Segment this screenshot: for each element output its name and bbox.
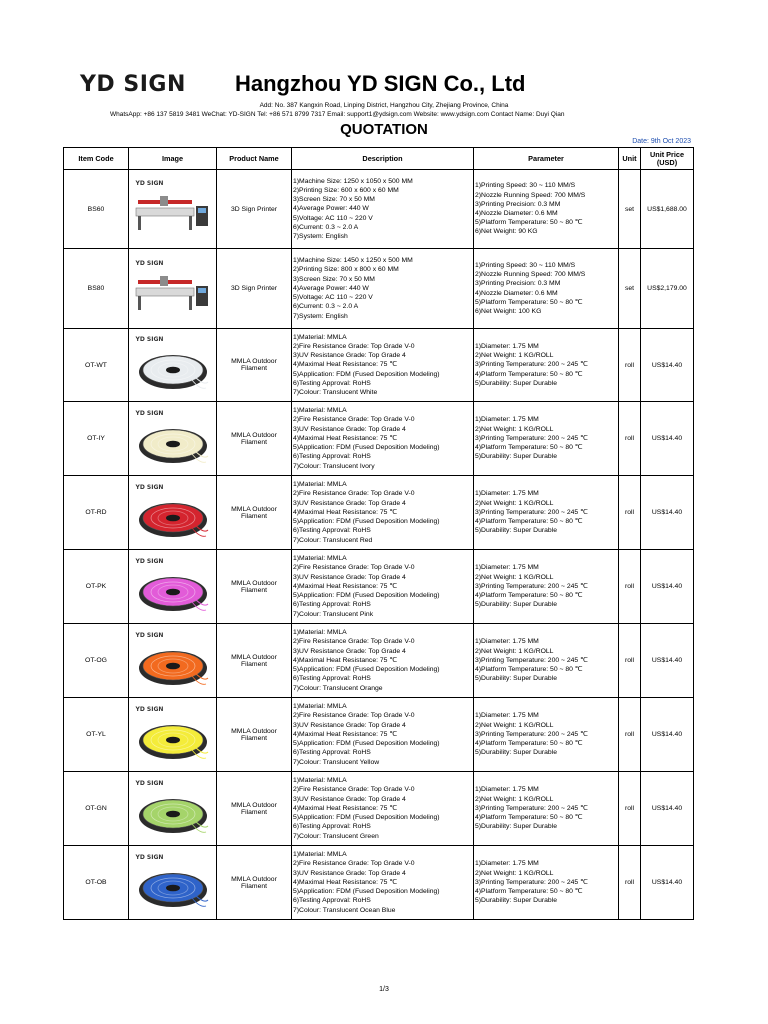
spec-line: 1)Machine Size: 1250 x 1050 x 500 MM xyxy=(293,177,413,185)
description-cell xyxy=(292,550,474,624)
spec-line: 2)Printing Size: 600 x 600 x 60 MM xyxy=(293,186,399,194)
spec-line: 5)Voltage: AC 110 ~ 220 V xyxy=(293,214,373,222)
unit-price-cell: US$2,179.00 xyxy=(641,249,694,329)
photo-brand-label: YD SIGN xyxy=(135,705,164,713)
spec-line: 4)Maximal Heat Resistance: 75 ℃ xyxy=(293,361,397,369)
spec-line: 3)UV Resistance Grade: Top Grade 4 xyxy=(293,795,406,803)
unit-price-cell: US$14.40 xyxy=(641,402,694,476)
spec-line: 6)Testing Approval: RoHS xyxy=(293,379,371,387)
spec-line: 4)Platform Temperature: 50 ~ 80 ℃ xyxy=(475,444,583,452)
spec-line: 5)Application: FDM (Fused Deposition Modeling) xyxy=(293,740,440,748)
photo-brand-label: YD SIGN xyxy=(135,180,164,187)
table-row xyxy=(64,170,694,249)
spec-line: 2)Net Weight: 1 KG/ROLL xyxy=(475,499,554,507)
spec-line: 1)Material: MMLA xyxy=(293,407,347,415)
spec-line: 3)UV Resistance Grade: Top Grade 4 xyxy=(293,499,406,507)
product-name-cell: MMLA Outdoor Filament xyxy=(217,698,292,772)
item-code-cell: OT-GN xyxy=(64,772,129,846)
spec-line: 1)Printing Speed: 30 ~ 110 MM/S xyxy=(475,261,576,269)
filament-spool-icon xyxy=(134,342,212,394)
3d-printer-icon xyxy=(134,266,212,318)
description-cell xyxy=(292,402,474,476)
spec-line: 4)Platform Temperature: 50 ~ 80 ℃ xyxy=(475,666,583,674)
spec-line: 7)Colour: Translucent White xyxy=(293,389,378,396)
spec-line: 7)Colour: Translucent Yellow xyxy=(293,758,380,766)
spec-line: 2)Fire Resistance Grade: Top Grade V-0 xyxy=(293,712,415,720)
spec-line: 3)Printing Temperature: 200 ~ 245 ℃ xyxy=(475,656,588,664)
item-code-cell: OT-OB xyxy=(64,846,129,920)
spec-line: 5)Voltage: AC 110 ~ 220 V xyxy=(293,294,373,302)
image-cell xyxy=(129,249,217,329)
description-cell xyxy=(292,698,474,772)
parameter-cell xyxy=(474,329,619,402)
table-row xyxy=(64,846,694,920)
spec-line: 6)Testing Approval: RoHS xyxy=(293,527,371,535)
spec-line: 1)Material: MMLA xyxy=(293,333,347,341)
spec-line: 3)UV Resistance Grade: Top Grade 4 xyxy=(293,352,406,360)
spec-line: 2)Nozzle Running Speed: 700 MM/S xyxy=(475,191,586,199)
spec-line: 4)Platform Temperature: 50 ~ 80 ℃ xyxy=(475,740,583,748)
item-code-cell: OT-RD xyxy=(64,476,129,550)
logo-text-sign: SIGN xyxy=(123,72,186,97)
item-code-cell: OT-WT xyxy=(64,329,129,402)
photo-brand-label: YD SIGN xyxy=(135,483,164,491)
spec-line: 3)Printing Precision: 0.3 MM xyxy=(475,200,561,208)
product-photo xyxy=(134,260,212,318)
description-cell xyxy=(292,624,474,698)
description-cell xyxy=(292,846,474,920)
spec-line: 7)Colour: Translucent Green xyxy=(293,832,379,840)
spec-line: 2)Net Weight: 1 KG/ROLL xyxy=(475,721,554,729)
photo-brand-label: YD SIGN xyxy=(135,409,164,417)
spec-line: 5)Application: FDM (Fused Deposition Modeling) xyxy=(293,518,440,526)
spec-line: 4)Nozzle Diameter: 0.6 MM xyxy=(475,289,558,297)
spec-line: 2)Fire Resistance Grade: Top Grade V-0 xyxy=(293,490,415,498)
spec-line: 7)System: English xyxy=(293,312,348,320)
spec-line: 4)Maximal Heat Resistance: 75 ℃ xyxy=(293,582,397,590)
spec-line: 4)Maximal Heat Resistance: 75 ℃ xyxy=(293,434,397,442)
spec-line: 1)Diameter: 1.75 MM xyxy=(475,342,539,350)
spec-line: 4)Average Power: 440 W xyxy=(293,284,369,292)
spec-line: 1)Material: MMLA xyxy=(293,777,347,785)
product-photo xyxy=(134,410,212,468)
photo-brand-label: YD SIGN xyxy=(135,259,164,267)
spec-line: 1)Diameter: 1.75 MM xyxy=(475,638,539,646)
description-cell xyxy=(292,772,474,846)
spec-line: 2)Fire Resistance Grade: Top Grade V-0 xyxy=(293,342,415,350)
column-header-parameter: Parameter xyxy=(474,148,619,170)
product-name-cell: MMLA Outdoor Filament xyxy=(217,772,292,846)
parameter-cell xyxy=(474,624,619,698)
spec-line: 2)Net Weight: 1 KG/ROLL xyxy=(475,352,554,360)
image-cell xyxy=(129,624,217,698)
company-contacts: WhatsApp: +86 137 5819 3481 WeChat: YD-SIGN Tel: +86 571 8799 7317 Email: support1@ydsign.com Website: www.ydsign.com Contact Name: Duyi Qian xyxy=(110,111,565,118)
spec-line: 3)Printing Temperature: 200 ~ 245 ℃ xyxy=(475,730,588,738)
spec-line: 5)Application: FDM (Fused Deposition Modeling) xyxy=(293,592,440,600)
product-name-cell: MMLA Outdoor Filament xyxy=(217,476,292,550)
product-name-cell: MMLA Outdoor Filament xyxy=(217,624,292,698)
column-header-image: Image xyxy=(129,148,217,170)
image-cell xyxy=(129,772,217,846)
photo-brand-label: YD SIGN xyxy=(135,631,164,639)
item-code-cell: BS80 xyxy=(64,249,129,329)
unit-cell: roll xyxy=(619,402,641,476)
item-code-cell: OT-IY xyxy=(64,402,129,476)
image-cell xyxy=(129,698,217,772)
image-cell xyxy=(129,329,217,402)
parameter-cell xyxy=(474,476,619,550)
spec-line: 3)Printing Temperature: 200 ~ 245 ℃ xyxy=(475,434,588,442)
spec-line: 5)Application: FDM (Fused Deposition Modeling) xyxy=(293,444,440,452)
quotation-table xyxy=(63,147,694,920)
spec-line: 1)Diameter: 1.75 MM xyxy=(475,712,539,720)
spec-line: 6)Testing Approval: RoHS xyxy=(293,675,371,683)
spec-line: 6)Testing Approval: RoHS xyxy=(293,601,371,609)
spec-line: 7)Colour: Translucent Ivory xyxy=(293,462,375,470)
spec-line: 1)Printing Speed: 30 ~ 110 MM/S xyxy=(475,182,576,190)
unit-cell: roll xyxy=(619,624,641,698)
item-code-cell: OT-YL xyxy=(64,698,129,772)
spec-line: 6)Net Weight: 90 KG xyxy=(475,228,538,236)
spec-line: 3)UV Resistance Grade: Top Grade 4 xyxy=(293,869,406,877)
spec-line: 6)Net Weight: 100 KG xyxy=(475,307,542,315)
table-row xyxy=(64,550,694,624)
unit-price-cell: US$1,688.00 xyxy=(641,170,694,249)
unit-cell: roll xyxy=(619,772,641,846)
unit-price-cell: US$14.40 xyxy=(641,846,694,920)
unit-price-cell: US$14.40 xyxy=(641,698,694,772)
product-name-cell: MMLA Outdoor Filament xyxy=(217,550,292,624)
spec-line: 2)Net Weight: 1 KG/ROLL xyxy=(475,425,554,433)
parameter-cell xyxy=(474,846,619,920)
spec-line: 5)Durability: Super Durable xyxy=(475,897,557,905)
spec-line: 7)Colour: Translucent Orange xyxy=(293,684,383,692)
product-photo xyxy=(134,780,212,838)
logo-text-yd: YD xyxy=(80,72,116,97)
filament-spool-icon xyxy=(134,564,212,616)
document-title: QUOTATION xyxy=(340,121,428,138)
photo-brand-label: YD SIGN xyxy=(135,336,164,343)
spec-line: 5)Durability: Super Durable xyxy=(475,675,557,683)
description-cell xyxy=(292,476,474,550)
spec-line: 5)Durability: Super Durable xyxy=(475,601,557,609)
description-cell xyxy=(292,249,474,329)
spec-line: 4)Maximal Heat Resistance: 75 ℃ xyxy=(293,656,397,664)
column-header-product-name: Product Name xyxy=(217,148,292,170)
spec-line: 5)Application: FDM (Fused Deposition Modeling) xyxy=(293,888,440,896)
photo-brand-label: YD SIGN xyxy=(135,557,164,565)
spec-line: 1)Material: MMLA xyxy=(293,481,347,489)
product-photo xyxy=(134,336,212,394)
spec-line: 4)Maximal Heat Resistance: 75 ℃ xyxy=(293,804,397,812)
spec-line: 2)Printing Size: 800 x 800 x 60 MM xyxy=(293,266,399,274)
spec-line: 1)Material: MMLA xyxy=(293,703,347,711)
spec-line: 5)Application: FDM (Fused Deposition Modeling) xyxy=(293,814,440,822)
spec-line: 6)Current: 0.3 ~ 2.0 A xyxy=(293,303,359,311)
product-name-cell: MMLA Outdoor Filament xyxy=(217,846,292,920)
column-header-unit: Unit xyxy=(619,148,641,170)
spec-line: 1)Diameter: 1.75 MM xyxy=(475,416,539,424)
table-row xyxy=(64,624,694,698)
company-address: Add: No. 387 Kangxin Road, Linping District, Hangzhou City, Zhejiang Province, China xyxy=(259,102,509,109)
spec-line: 2)Net Weight: 1 KG/ROLL xyxy=(475,795,554,803)
table-header-row xyxy=(64,148,694,170)
product-photo xyxy=(134,180,212,238)
filament-spool-icon xyxy=(134,416,212,468)
filament-spool-icon xyxy=(134,786,212,838)
unit-cell: roll xyxy=(619,846,641,920)
spec-line: 7)Colour: Translucent Red xyxy=(293,536,373,544)
spec-line: 5)Platform Temperature: 50 ~ 80 ℃ xyxy=(475,298,583,306)
product-name-cell: MMLA Outdoor Filament xyxy=(217,329,292,402)
filament-spool-icon xyxy=(134,638,212,690)
spec-line: 2)Fire Resistance Grade: Top Grade V-0 xyxy=(293,416,415,424)
spec-line: 2)Net Weight: 1 KG/ROLL xyxy=(475,647,554,655)
unit-cell: set xyxy=(619,170,641,249)
unit-cell: roll xyxy=(619,698,641,772)
spec-line: 3)Printing Temperature: 200 ~ 245 ℃ xyxy=(475,361,588,369)
product-photo xyxy=(134,484,212,542)
quotation-date: Date: 9th Oct 2023 xyxy=(632,138,691,145)
table-row xyxy=(64,476,694,550)
spec-line: 3)Screen Size: 70 x 50 MM xyxy=(293,196,375,204)
spec-line: 6)Testing Approval: RoHS xyxy=(293,749,371,757)
spec-line: 6)Testing Approval: RoHS xyxy=(293,823,371,831)
spec-line: 5)Durability: Super Durable xyxy=(475,527,557,535)
spec-line: 4)Platform Temperature: 50 ~ 80 ℃ xyxy=(475,592,583,600)
spec-line: 2)Fire Resistance Grade: Top Grade V-0 xyxy=(293,564,415,572)
product-photo xyxy=(134,854,212,912)
spec-line: 4)Maximal Heat Resistance: 75 ℃ xyxy=(293,730,397,738)
table-row xyxy=(64,249,694,329)
spec-line: 3)UV Resistance Grade: Top Grade 4 xyxy=(293,721,406,729)
spec-line: 5)Durability: Super Durable xyxy=(475,379,557,387)
column-header-unit-price: Unit Price (USD) xyxy=(641,148,694,170)
spec-line: 6)Current: 0.3 ~ 2.0 A xyxy=(293,223,359,231)
image-cell xyxy=(129,170,217,249)
image-cell xyxy=(129,476,217,550)
spec-line: 3)Printing Temperature: 200 ~ 245 ℃ xyxy=(475,582,588,590)
unit-price-cell: US$14.40 xyxy=(641,476,694,550)
spec-line: 5)Durability: Super Durable xyxy=(475,453,557,461)
spec-line: 7)System: English xyxy=(293,233,348,240)
spec-line: 2)Net Weight: 1 KG/ROLL xyxy=(475,869,554,877)
spec-line: 5)Durability: Super Durable xyxy=(475,749,557,757)
spec-line: 3)UV Resistance Grade: Top Grade 4 xyxy=(293,573,406,581)
spec-line: 2)Net Weight: 1 KG/ROLL xyxy=(475,573,554,581)
parameter-cell xyxy=(474,170,619,249)
product-photo xyxy=(134,632,212,690)
spec-line: 5)Application: FDM (Fused Deposition Modeling) xyxy=(293,370,440,378)
spec-line: 6)Testing Approval: RoHS xyxy=(293,453,371,461)
parameter-cell xyxy=(474,402,619,476)
photo-brand-label: YD SIGN xyxy=(135,853,164,861)
spec-line: 1)Machine Size: 1450 x 1250 x 500 MM xyxy=(293,257,413,265)
item-code-cell: OT-PK xyxy=(64,550,129,624)
item-code-cell: OT-OG xyxy=(64,624,129,698)
unit-price-cell: US$14.40 xyxy=(641,329,694,402)
3d-printer-icon xyxy=(134,186,212,238)
spec-line: 5)Platform Temperature: 50 ~ 80 ℃ xyxy=(475,219,583,227)
spec-line: 4)Nozzle Diameter: 0.6 MM xyxy=(475,210,558,217)
spec-line: 1)Material: MMLA xyxy=(293,555,347,563)
product-photo xyxy=(134,558,212,616)
spec-line: 6)Testing Approval: RoHS xyxy=(293,897,371,905)
image-cell xyxy=(129,550,217,624)
spec-line: 2)Fire Resistance Grade: Top Grade V-0 xyxy=(293,786,415,794)
spec-line: 3)Printing Temperature: 200 ~ 245 ℃ xyxy=(475,508,588,516)
table-row xyxy=(64,698,694,772)
company-logo xyxy=(80,72,186,97)
spec-line: 3)Printing Temperature: 200 ~ 245 ℃ xyxy=(475,878,588,886)
table-row xyxy=(64,772,694,846)
spec-line: 4)Platform Temperature: 50 ~ 80 ℃ xyxy=(475,888,583,896)
spec-line: 3)Printing Temperature: 200 ~ 245 ℃ xyxy=(475,804,588,812)
product-name-cell: MMLA Outdoor Filament xyxy=(217,402,292,476)
company-name: Hangzhou YD SIGN Co., Ltd xyxy=(235,71,526,96)
spec-line: 7)Colour: Translucent Ocean Blue xyxy=(293,906,396,914)
spec-line: 5)Durability: Super Durable xyxy=(475,823,557,831)
spec-line: 4)Maximal Heat Resistance: 75 ℃ xyxy=(293,878,397,886)
unit-price-cell: US$14.40 xyxy=(641,772,694,846)
spec-line: 4)Platform Temperature: 50 ~ 80 ℃ xyxy=(475,814,583,822)
spec-line: 2)Fire Resistance Grade: Top Grade V-0 xyxy=(293,860,415,868)
spec-line: 1)Diameter: 1.75 MM xyxy=(475,490,539,498)
filament-spool-icon xyxy=(134,712,212,764)
spec-line: 5)Application: FDM (Fused Deposition Modeling) xyxy=(293,666,440,674)
table-row xyxy=(64,402,694,476)
spec-line: 1)Diameter: 1.75 MM xyxy=(475,564,539,572)
unit-cell: roll xyxy=(619,476,641,550)
filament-spool-icon xyxy=(134,860,212,912)
spec-line: 4)Platform Temperature: 50 ~ 80 ℃ xyxy=(475,370,583,378)
column-header-item-code: Item Code xyxy=(64,148,129,170)
spec-line: 4)Platform Temperature: 50 ~ 80 ℃ xyxy=(475,518,583,526)
unit-cell: roll xyxy=(619,550,641,624)
spec-line: 1)Diameter: 1.75 MM xyxy=(475,786,539,794)
spec-line: 3)Screen Size: 70 x 50 MM xyxy=(293,275,375,283)
spec-line: 3)UV Resistance Grade: Top Grade 4 xyxy=(293,425,406,433)
product-name-cell: 3D Sign Printer xyxy=(217,170,292,249)
spec-line: 3)Printing Precision: 0.3 MM xyxy=(475,280,561,288)
page-number: 1/3 xyxy=(379,986,389,993)
spec-line: 1)Diameter: 1.75 MM xyxy=(475,860,539,868)
description-cell xyxy=(292,170,474,249)
document-header xyxy=(0,0,768,145)
photo-brand-label: YD SIGN xyxy=(135,779,164,787)
spec-line: 1)Material: MMLA xyxy=(293,629,347,637)
unit-price-cell: US$14.40 xyxy=(641,550,694,624)
description-cell xyxy=(292,329,474,402)
image-cell xyxy=(129,846,217,920)
spec-line: 4)Maximal Heat Resistance: 75 ℃ xyxy=(293,508,397,516)
unit-price-cell: US$14.40 xyxy=(641,624,694,698)
spec-line: 7)Colour: Translucent Pink xyxy=(293,610,374,618)
spec-line: 2)Nozzle Running Speed: 700 MM/S xyxy=(475,271,586,279)
unit-cell: set xyxy=(619,249,641,329)
spec-line: 2)Fire Resistance Grade: Top Grade V-0 xyxy=(293,638,415,646)
item-code-cell: BS60 xyxy=(64,170,129,249)
image-cell xyxy=(129,402,217,476)
parameter-cell xyxy=(474,249,619,329)
filament-spool-icon xyxy=(134,490,212,542)
parameter-cell xyxy=(474,772,619,846)
parameter-cell xyxy=(474,550,619,624)
product-name-cell: 3D Sign Printer xyxy=(217,249,292,329)
column-header-description: Description xyxy=(292,148,474,170)
table-row xyxy=(64,329,694,402)
parameter-cell xyxy=(474,698,619,772)
product-photo xyxy=(134,706,212,764)
unit-cell: roll xyxy=(619,329,641,402)
spec-line: 1)Material: MMLA xyxy=(293,851,347,859)
spec-line: 4)Average Power: 440 W xyxy=(293,205,369,213)
spec-line: 3)UV Resistance Grade: Top Grade 4 xyxy=(293,647,406,655)
